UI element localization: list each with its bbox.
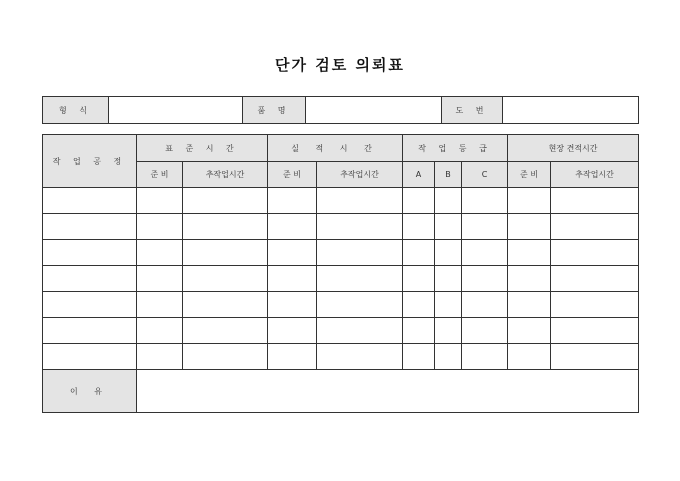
estimate-work-time-header: 추작업시간 — [551, 162, 639, 188]
table-cell[interactable] — [508, 266, 551, 292]
type-label: 형 식 — [43, 97, 109, 124]
table-cell[interactable] — [551, 240, 639, 266]
table-cell[interactable] — [43, 240, 137, 266]
standard-time-header: 표 준 시 간 — [137, 135, 268, 162]
info-table — [42, 96, 639, 124]
process-header: 작 업 공 정 — [43, 135, 137, 188]
table-cell[interactable] — [435, 214, 462, 240]
reason-field[interactable] — [137, 370, 639, 413]
table-cell[interactable] — [137, 292, 183, 318]
table-cell[interactable] — [43, 344, 137, 370]
grade-b-header: B — [435, 162, 462, 188]
work-grade-header: 작 업 등 급 — [403, 135, 508, 162]
table-cell[interactable] — [462, 188, 508, 214]
table-cell[interactable] — [435, 188, 462, 214]
table-cell[interactable] — [435, 292, 462, 318]
table-cell[interactable] — [551, 292, 639, 318]
table-cell[interactable] — [137, 214, 183, 240]
table-cell[interactable] — [435, 344, 462, 370]
table-cell[interactable] — [317, 266, 403, 292]
table-cell[interactable] — [268, 214, 317, 240]
table-cell[interactable] — [551, 188, 639, 214]
table-cell[interactable] — [508, 292, 551, 318]
product-name-label: 품 명 — [243, 97, 306, 124]
table-cell[interactable] — [435, 318, 462, 344]
table-cell[interactable] — [268, 292, 317, 318]
table-cell[interactable] — [137, 240, 183, 266]
table-cell[interactable] — [137, 188, 183, 214]
table-cell[interactable] — [137, 318, 183, 344]
table-row — [43, 188, 639, 214]
estimate-prep-header: 준 비 — [508, 162, 551, 188]
table-cell[interactable] — [317, 214, 403, 240]
table-cell[interactable] — [551, 344, 639, 370]
table-cell[interactable] — [462, 318, 508, 344]
table-cell[interactable] — [183, 266, 268, 292]
table-cell[interactable] — [508, 188, 551, 214]
drawing-number-label: 도 번 — [442, 97, 503, 124]
table-row — [43, 292, 639, 318]
actual-time-header: 실 적 시 간 — [268, 135, 403, 162]
grade-c-header: C — [462, 162, 508, 188]
actual-prep-header: 준 비 — [268, 162, 317, 188]
table-cell[interactable] — [551, 214, 639, 240]
table-row — [43, 318, 639, 344]
table-cell[interactable] — [183, 214, 268, 240]
table-cell[interactable] — [317, 344, 403, 370]
field-estimate-header: 현장 견적시간 — [508, 135, 639, 162]
table-row — [43, 266, 639, 292]
table-cell[interactable] — [137, 266, 183, 292]
table-cell[interactable] — [183, 188, 268, 214]
table-cell[interactable] — [268, 318, 317, 344]
table-cell[interactable] — [403, 266, 435, 292]
table-cell[interactable] — [462, 344, 508, 370]
reason-label: 이 유 — [43, 370, 137, 413]
table-cell[interactable] — [462, 266, 508, 292]
table-cell[interactable] — [403, 214, 435, 240]
table-cell[interactable] — [137, 344, 183, 370]
table-cell[interactable] — [317, 240, 403, 266]
table-cell[interactable] — [403, 240, 435, 266]
standard-prep-header: 준 비 — [137, 162, 183, 188]
table-cell[interactable] — [317, 292, 403, 318]
table-cell[interactable] — [268, 240, 317, 266]
table-row — [43, 344, 639, 370]
table-cell[interactable] — [508, 240, 551, 266]
table-cell[interactable] — [268, 266, 317, 292]
table-cell[interactable] — [43, 188, 137, 214]
table-cell[interactable] — [462, 214, 508, 240]
table-cell[interactable] — [508, 214, 551, 240]
table-cell[interactable] — [551, 318, 639, 344]
table-cell[interactable] — [508, 344, 551, 370]
table-cell[interactable] — [462, 292, 508, 318]
table-cell[interactable] — [268, 188, 317, 214]
table-cell[interactable] — [43, 292, 137, 318]
standard-work-time-header: 추작업시간 — [183, 162, 268, 188]
table-cell[interactable] — [435, 240, 462, 266]
table-row — [43, 240, 639, 266]
review-table — [42, 134, 639, 413]
type-field[interactable] — [109, 97, 243, 124]
table-cell[interactable] — [403, 292, 435, 318]
table-cell[interactable] — [551, 266, 639, 292]
table-cell[interactable] — [403, 188, 435, 214]
table-cell[interactable] — [43, 214, 137, 240]
table-cell[interactable] — [317, 318, 403, 344]
actual-work-time-header: 추작업시간 — [317, 162, 403, 188]
table-cell[interactable] — [403, 344, 435, 370]
table-cell[interactable] — [183, 292, 268, 318]
table-cell[interactable] — [183, 240, 268, 266]
table-cell[interactable] — [435, 266, 462, 292]
grade-a-header: A — [403, 162, 435, 188]
product-name-field[interactable] — [306, 97, 442, 124]
table-cell[interactable] — [317, 188, 403, 214]
table-cell[interactable] — [268, 344, 317, 370]
table-cell[interactable] — [43, 266, 137, 292]
table-row — [43, 214, 639, 240]
table-cell[interactable] — [508, 318, 551, 344]
table-cell[interactable] — [43, 318, 137, 344]
table-cell[interactable] — [462, 240, 508, 266]
table-cell[interactable] — [183, 318, 268, 344]
table-cell[interactable] — [403, 318, 435, 344]
document-title: 단가 검토 의뢰표 — [275, 56, 405, 74]
drawing-number-field[interactable] — [503, 97, 639, 124]
table-cell[interactable] — [183, 344, 268, 370]
